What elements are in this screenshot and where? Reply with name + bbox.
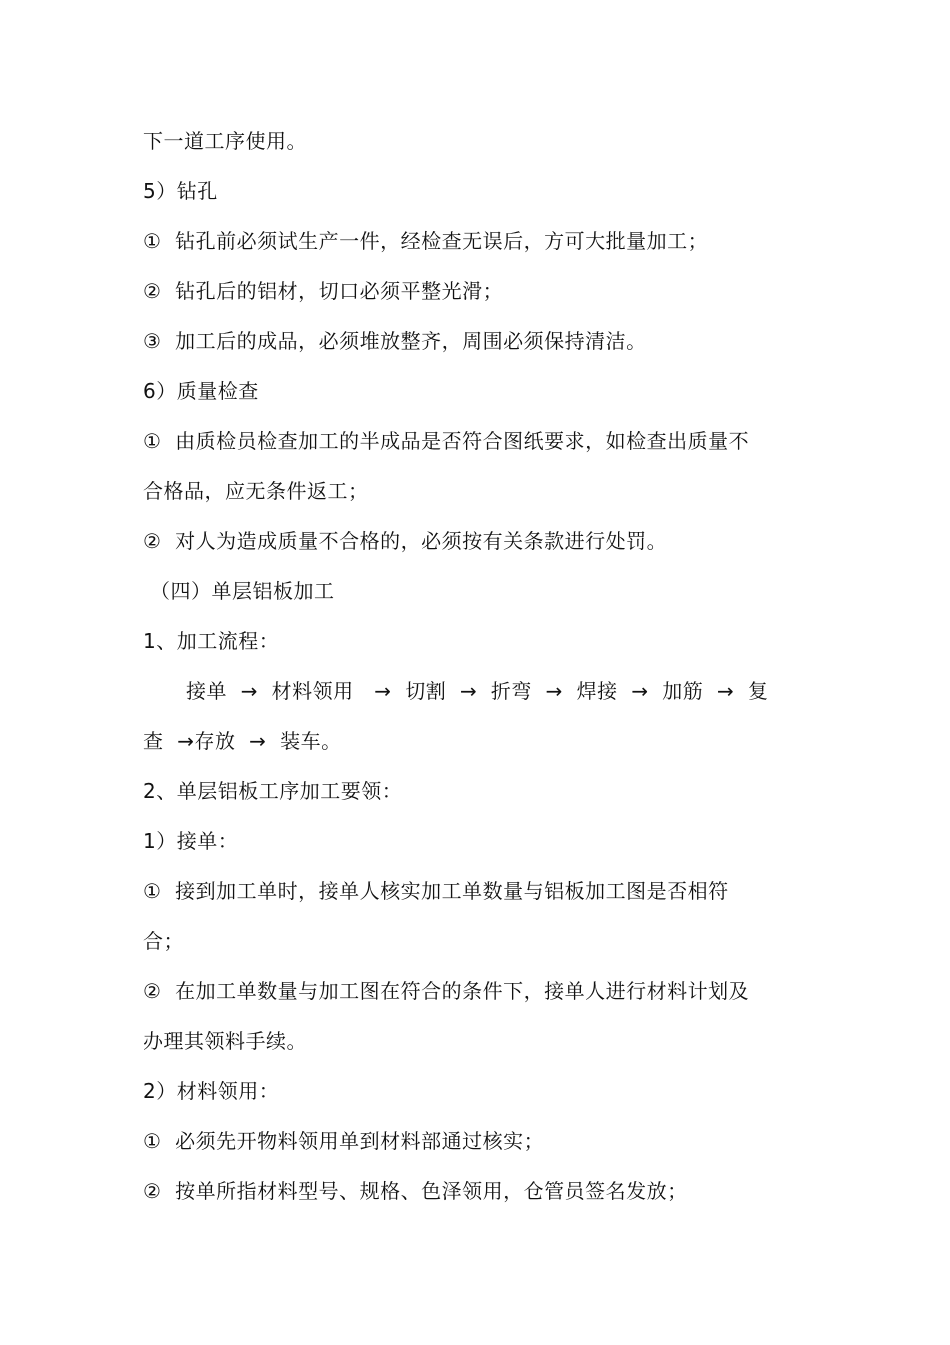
process-flow-line: 接单 → 材料领用 → 切割 → 折弯 → 焊接 → 加筋 → 复: [186, 679, 769, 703]
section-heading-drilling: 5）钻孔: [143, 179, 218, 203]
list-item: ③ 加工后的成品，必须堆放整齐，周围必须保持清洁。: [143, 329, 647, 353]
section-heading-process-flow: 1、加工流程：: [143, 629, 280, 653]
section-heading-key-points: 2、单层铝板工序加工要领：: [143, 779, 403, 803]
list-item: ② 钻孔后的铝材，切口必须平整光滑；: [143, 279, 504, 303]
section-heading-quality-check: 6）质量检查: [143, 379, 259, 403]
list-item: ① 必须先开物料领用单到材料部通过核实；: [143, 1129, 545, 1153]
list-item: ① 由质检员检查加工的半成品是否符合图纸要求，如检查出质量不: [143, 429, 750, 453]
list-item-continuation: 合格品，应无条件返工；: [143, 479, 369, 503]
process-flow-continuation: 查 →存放 → 装车。: [143, 729, 342, 753]
list-item-continuation: 办理其领料手续。: [143, 1029, 307, 1053]
subsection-heading-order: 1）接单：: [143, 829, 239, 853]
list-item: ② 对人为造成质量不合格的，必须按有关条款进行处罚。: [143, 529, 668, 553]
list-item: ① 接到加工单时，接单人核实加工单数量与铝板加工图是否相符: [143, 879, 729, 903]
paragraph-continuation: 下一道工序使用。: [143, 129, 307, 153]
subsection-heading-material: 2）材料领用：: [143, 1079, 280, 1103]
list-item-continuation: 合；: [143, 929, 184, 953]
list-item: ② 按单所指材料型号、规格、色泽领用，仓管员签名发放；: [143, 1179, 688, 1203]
list-item: ① 钻孔前必须试生产一件，经检查无误后，方可大批量加工；: [143, 229, 709, 253]
list-item: ② 在加工单数量与加工图在符合的条件下，接单人进行材料计划及: [143, 979, 750, 1003]
chapter-heading: （四）单层铝板加工: [150, 579, 335, 603]
